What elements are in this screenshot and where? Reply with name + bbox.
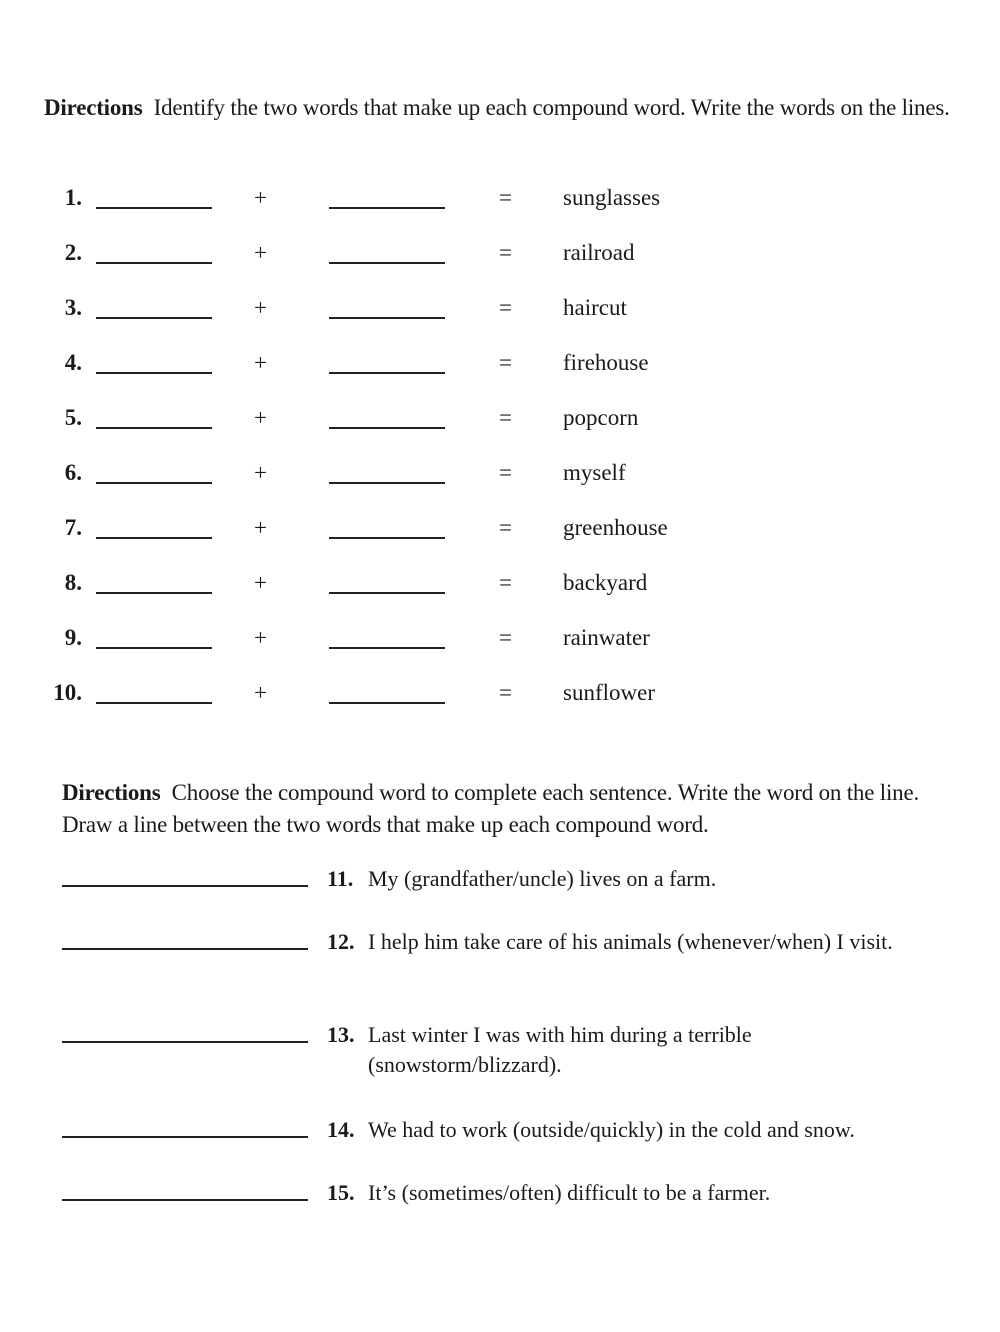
- answer-blank[interactable]: [62, 1199, 308, 1201]
- equals-sign: =: [499, 405, 512, 430]
- plus-sign: +: [254, 460, 267, 485]
- directions-part-1: [44, 92, 964, 124]
- equals-sign: =: [499, 350, 512, 375]
- item-number: 7.: [64, 515, 82, 540]
- directions-text: Identify the two words that make up each compound word. Write the words on the lines.: [153, 95, 950, 120]
- item-number: 3.: [64, 295, 82, 320]
- compound-row: [0, 350, 1000, 390]
- plus-sign: +: [254, 515, 267, 540]
- second-word-blank[interactable]: [329, 207, 445, 209]
- first-word-blank[interactable]: [96, 537, 212, 539]
- item-number: 2.: [64, 240, 82, 265]
- first-word-blank[interactable]: [96, 647, 212, 649]
- equals-sign: =: [499, 625, 512, 650]
- compound-word: greenhouse: [563, 515, 668, 540]
- directions-part-2: [62, 777, 942, 841]
- sentence-text: My (grandfather/uncle) lives on a farm.: [368, 866, 717, 891]
- item-number: 9.: [64, 625, 82, 650]
- answer-blank[interactable]: [62, 1041, 308, 1043]
- compound-word: backyard: [563, 570, 648, 595]
- answer-blank[interactable]: [62, 1136, 308, 1138]
- plus-sign: +: [254, 570, 267, 595]
- second-word-blank[interactable]: [329, 592, 445, 594]
- first-word-blank[interactable]: [96, 207, 212, 209]
- plus-sign: +: [254, 405, 267, 430]
- directions-text: Choose the compound word to complete each sentence. Write the word on the line. Draw a line between the two words that make up each compound word.: [62, 780, 920, 837]
- answer-blank[interactable]: [62, 948, 308, 950]
- compound-row: [0, 625, 1000, 665]
- compound-word: haircut: [563, 295, 627, 320]
- second-word-blank[interactable]: [329, 482, 445, 484]
- item-number: 5.: [64, 405, 82, 430]
- item-number: 6.: [64, 460, 82, 485]
- compound-row: [0, 680, 1000, 720]
- plus-sign: +: [254, 350, 267, 375]
- plus-sign: +: [254, 680, 267, 705]
- sentence-text: We had to work (outside/quickly) in the cold and snow.: [368, 1117, 855, 1142]
- compound-word: firehouse: [563, 350, 649, 375]
- item-number: 13.: [327, 1022, 355, 1047]
- first-word-blank[interactable]: [96, 317, 212, 319]
- sentence-text: Last winter I was with him during a terrible (snowstorm/blizzard).: [368, 1022, 752, 1077]
- compound-row: [0, 405, 1000, 445]
- item-number: 12.: [327, 929, 355, 954]
- item-number: 15.: [327, 1180, 355, 1205]
- compound-word: popcorn: [563, 405, 639, 430]
- equals-sign: =: [499, 680, 512, 705]
- second-word-blank[interactable]: [329, 427, 445, 429]
- plus-sign: +: [254, 625, 267, 650]
- plus-sign: +: [254, 185, 267, 210]
- compound-row: [0, 185, 1000, 225]
- second-word-blank[interactable]: [329, 702, 445, 704]
- compound-row: [0, 240, 1000, 280]
- item-number: 8.: [64, 570, 82, 595]
- compound-word: railroad: [563, 240, 635, 265]
- answer-blank[interactable]: [62, 885, 308, 887]
- compound-word: sunglasses: [563, 185, 661, 210]
- second-word-blank[interactable]: [329, 317, 445, 319]
- equals-sign: =: [499, 185, 512, 210]
- sentence-text: It’s (sometimes/often) difficult to be a farmer.: [368, 1180, 771, 1205]
- first-word-blank[interactable]: [96, 262, 212, 264]
- item-number: 1.: [64, 185, 82, 210]
- equals-sign: =: [499, 460, 512, 485]
- item-number: 4.: [64, 350, 82, 375]
- first-word-blank[interactable]: [96, 427, 212, 429]
- compound-row: [0, 515, 1000, 555]
- item-number: 14.: [327, 1117, 355, 1142]
- second-word-blank[interactable]: [329, 372, 445, 374]
- compound-word: rainwater: [563, 625, 650, 650]
- equals-sign: =: [499, 295, 512, 320]
- compound-word: sunflower: [563, 680, 655, 705]
- compound-row: [0, 460, 1000, 500]
- plus-sign: +: [254, 240, 267, 265]
- plus-sign: +: [254, 295, 267, 320]
- item-number: 10.: [53, 680, 82, 705]
- first-word-blank[interactable]: [96, 372, 212, 374]
- item-number: 11.: [327, 866, 354, 891]
- compound-row: [0, 570, 1000, 610]
- sentence-text: I help him take care of his animals (whenever/when) I visit.: [368, 929, 893, 954]
- compound-word: myself: [563, 460, 626, 485]
- compound-row: [0, 295, 1000, 335]
- second-word-blank[interactable]: [329, 537, 445, 539]
- second-word-blank[interactable]: [329, 647, 445, 649]
- equals-sign: =: [499, 570, 512, 595]
- first-word-blank[interactable]: [96, 592, 212, 594]
- second-word-blank[interactable]: [329, 262, 445, 264]
- equals-sign: =: [499, 515, 512, 540]
- equals-sign: =: [499, 240, 512, 265]
- first-word-blank[interactable]: [96, 482, 212, 484]
- first-word-blank[interactable]: [96, 702, 212, 704]
- directions-label: Directions: [62, 780, 161, 805]
- directions-label: Directions: [44, 95, 143, 120]
